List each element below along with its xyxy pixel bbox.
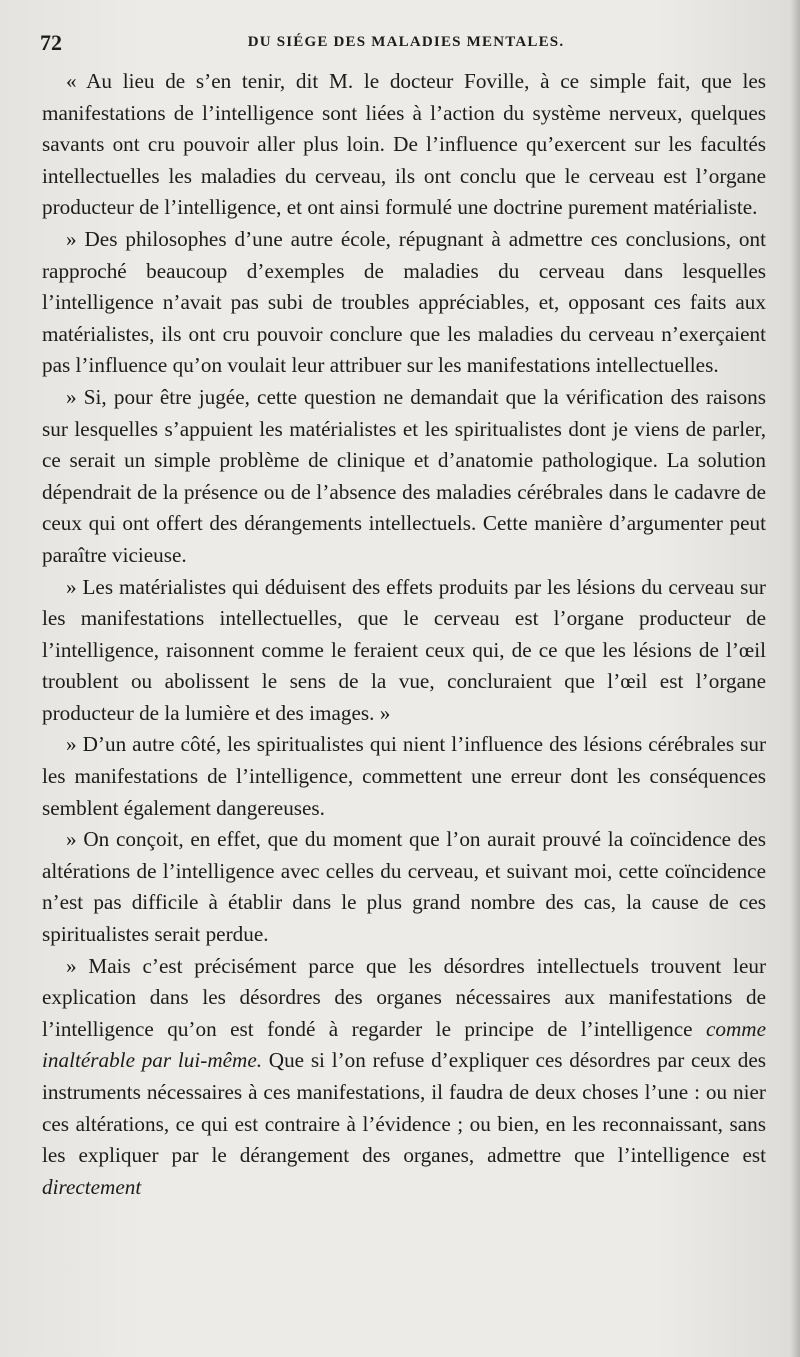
running-title: DU SIÉGE DES MALADIES MENTALES.: [247, 34, 565, 50]
paragraph-7-text-start: » Mais c’est précisément parce que les désordres intellectuels trouvent leur explication dans les désordres des organes nécessaires aux manifestations de l’intelligence qu’on est fondé à regarder le principe de l’intelligence: [42, 953, 766, 1041]
paragraph-7: [42, 951, 766, 1204]
paragraph-7-text-middle: Que si l’on refuse d’expliquer ces désordres par ceux des instruments nécessaires à ces manifestations, il faudra de deux choses l’une : ou nier ces altérations, ce qui est contraire à l’évidence ; ou bien, en les reconnaissant, sans les expliquer par le dérangement des organes, admettre que l’intelligence est: [42, 1048, 766, 1168]
paragraph-4: » Les matérialistes qui déduisent des effets produits par les lésions du cerveau sur les manifestations intellectuelles, que le cerveau est l’organe producteur de l’intelligence, raisonnent comme le feraient ceux qui, de ce que les lésions de l’œil troublent ou abolissent le sens de la vue, concluraient que l’œil est l’organe producteur de la lumière et des images. »: [42, 574, 766, 725]
page-number: 72: [40, 30, 62, 55]
paragraph-2: » Des philosophes d’une autre école, répugnant à admettre ces conclusions, ont rapproché beaucoup d’exemples de maladies du cerveau dans lesquelles l’intelligence n’avait pas subi de troubles appréciables, et, opposant ces faits aux matérialistes, ils ont cru pouvoir conclure que les maladies du cerveau n’exerçaient pas l’influence qu’on voulait leur attribuer sur les manifestations intellectuelles.: [42, 226, 766, 378]
paragraph-5: » D’un autre côté, les spiritualistes qui nient l’influence des lésions cérébrales sur les manifestations de l’intelligence, commettent une erreur dont les conséquences semblent également dangereuses.: [42, 732, 766, 820]
paragraph-7-italic-end: directement: [42, 1174, 142, 1199]
page-header: [40, 30, 772, 60]
paragraph-6: » On conçoit, en effet, que du moment que l’on aurait prouvé la coïncidence des altérations de l’intelligence avec celles du cerveau, et suivant moi, cette coïncidence n’est pas difficile à établir dans le plus grand nombre des cas, la cause de ces spiritualistes serait perdue.: [42, 827, 766, 947]
paragraph-1: « Au lieu de s’en tenir, dit M. le docteur Foville, à ce simple fait, que les manifestations de l’intelligence sont liées à l’action du système nerveux, quelques savants ont cru pouvoir aller plus loin. De l’influence qu’exercent sur les facultés intellectuelles les maladies du cerveau, ils ont conclu que le cerveau est l’organe producteur de l’intelligence, et ont ainsi formulé une doctrine purement matérialiste.: [42, 69, 766, 220]
paragraph-3: » Si, pour être jugée, cette question ne demandait que la vérification des raisons sur lesquelles s’appuient les matérialistes et les spiritualistes dont je viens de parler, ce serait un simple problème de clinique et d’anatomie pathologique. La solution dépendrait de la présence ou de l’absence des maladies cérébrales dans le cadavre de ceux qui ont offert des dérangements intellectuels. Cette manière d’argumenter peut paraître vicieuse.: [42, 384, 766, 567]
body-text: [42, 66, 766, 1203]
paragraph-7-italic-phrase: comme inaltérable par lui-même.: [42, 1016, 766, 1073]
